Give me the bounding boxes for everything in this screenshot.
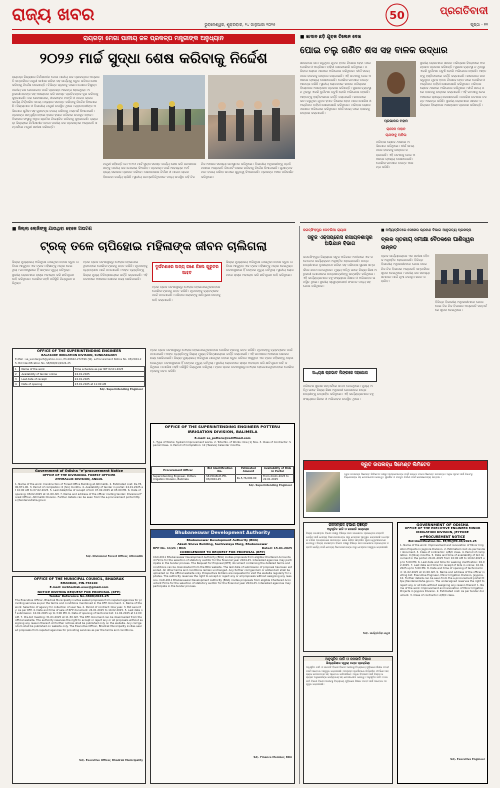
anniversary-number: 50 [389,9,405,22]
table-cell: Time schedule as per NIT 02.01.2025 [73,367,144,372]
ad-bda-banner [151,530,294,538]
table-header-cell: Availability of Bids in Portal [262,466,294,474]
br-kicker: ■ ଅନ୍ୟିତ୍ରିତରେ ସେକେର ଭ୍ରମଣ ବିଭାଗ ଆନୁଗତ୍ୟ ପ୍ରକଳ୍ପ [381,228,472,232]
ad-pot-title: OFFICE OF THE SUPERINTENDING ENGINEER POTTERU IRRIGATION DIVISION, BALIMELA [164,424,281,434]
br-photo [435,254,488,298]
mid-left-text: ଟ୍ରକ ଚାଳକ ଘଟଣାସ୍ଥଳରୁ ଫେରାର ହୋଇଯାଇଥିବାବେଳେ ପୋଲିସ ଟ୍ରକକୁ ଜବତ କରିଛି। ମୃତଦେହକୁ ବ୍ୟବଚ୍ଛେଦ ପାଇଁ ପଠାଯାଇଛି। ଆହତ ବ୍ୟକ୍ତିଙ୍କୁ ଜିଲ୍ଲା ମୁଖ୍ୟ ଚିକିତ୍ସାଳୟରେ ଭର୍ତ୍ତି କରାଯାଇଛି। ଏହି ଘଟଣାରେ ଅଞ୍ଚଳରେ ଶୋକର ଛାୟା ଖେଳିଯାଇଛି। ଜିଲ୍ଲା ମୁଖ୍ୟାଳୟ ଅଭିମୁଖେ ଯାଉଥିବା ବେଳେ ଦ୍ରୁତ ଗତିରେ ଆସୁଥିବା ଏକ ଟ୍ରକ ମହିଳାଙ୍କୁ ଧକ୍କା ଦେଇଥିଲା। ଘଟଣାସ୍ଥଳରେ ହିଁ ତାଙ୍କର ମୃତ୍ୟୁ ଘଟିଥିଲା। ସ୍ଥାନୀୟ ଲୋକମାନେ ରାସ୍ତା ଅବରୋଧ କରି କ୍ଷତିପୂରଣ ଦାବି କରିଥିଲେ। ପୋଲିସ ପହଞ୍ଚି ପରିସ୍ଥିତି ନିୟନ୍ତ୍ରଣ କରିଥିଲା। ଟ୍ରକ ଚାଳକ ଘଟଣାସ୍ଥଳରୁ ଫେରାର ହୋଇଯାଇଥିବାବେଳେ ପୋଲିସ ଟ୍ରକକୁ ଜବତ କରିଛି। [150,348,294,374]
ad-potteru-irrigation [150,423,295,525]
ad-sc-st [303,656,393,784]
table-cell: 2 [14,372,20,377]
ad-odia-body: ଜିଲ୍ଲା ଜଳସମ୍ପଦ ବିଭାଗ ପକ୍ଷରୁ ବିଭିନ୍ନ ଉଠା ଜଳସେଚନ ପ୍ରକଳ୍ପର ମରାମତି କାର୍ଯ୍ୟ ପାଇଁ ଯୋଗ୍ୟ ଠିକାଦାରମାନଙ୍କ ଠାରୁ ଟେଣ୍ଡର ଆହ୍ୱାନ କରାଯାଉଛି। ଟେଣ୍ଡର ଦଲିଲ ଅନଲାଇନରେ ଉପଲବ୍ଧ। ଶେଷ ତାରିଖ ସମ୍ପର୍କିତ ସୂଚନା ୱେବସାଇଟରେ ଦେଖନ୍ତୁ। ଜିଲ୍ଲା ଜଳସମ୍ପଦ ବିଭାଗ ପକ୍ଷରୁ ବିଭିନ୍ନ ଉଠା ଜଳସେଚନ ପ୍ରକଳ୍ପର ମରାମତି କାର୍ଯ୍ୟ ପାଇଁ ଯୋଗ୍ୟ ଠିକାଦାରମାନଙ୍କ ଠାରୁ ଟେଣ୍ଡର ଆହ୍ୱାନ କରାଯାଉଛି। [306,532,390,549]
mid-headline: ସବୁଜ ଏକ୍ସପ୍ରେସ ରସାୟନଶାସ୍ତ୍ର ଅଭିଯାନ ବିଭାଗ [307,235,373,247]
ad-pot-sub: E-mail: se_potteru@rediffmail.com [194,435,251,440]
lead-kicker-bar [12,34,295,44]
ad-odia-sub: ଅନୁସୂଚିତ ଜାତି ଓ ଜନଜାତି ଉନ୍ନୟନ [326,527,369,532]
paper-logo [410,5,488,19]
paper-name: ପ୍ରଗତିବାଦୀ [439,6,488,17]
br-headline-row [381,236,488,252]
ad-scst-sub: ଶିଖ୍ୟାଶିକ୍ଷକ ଦ୍ୱାରା ଚୟନ ପ୍ରକ୍ରିୟା [326,661,370,666]
ad-cement-text: ଦ୍ରୁତ ଉପଲବ୍ଧ ସିମେଣ୍ଟ ଲିମିଟେଡ ପକ୍ଷରୁ ଗ୍ରାହକମାନଙ୍କ ପାଇଁ ଉନ୍ନତ ମାନର ସିମେଣ୍ଟ ଉପଲବ୍ଧ। ଅଧିକ ସୂଚନା ପାଇଁ ନିକଟସ୍ଥ ବିକ୍ରେତାଙ୍କ ସହ ଯୋଗାଯୋଗ କରନ୍ତୁ। ସୁରକ୍ଷିତ ଓ ମଜବୁତ ନିର୍ମାଣ ପାଇଁ ଭରସାଯୋଗ୍ୟ ଉତ୍ପାଦ। [344,473,473,480]
right-bottom-rule [300,222,488,223]
ad-bda-body: CAD-2011 Bhubaneswar Development Authority (BDA) invites proposals from eligible Chartered Accountant Firms for the selection of statutory auditor for the financial year 2024-25. Interested agencies may participate in the tender process. The Request for Proposal (RFP) document containing the detailed terms and conditions can be downloaded from the BDA website. The last date of submission of proposal has been extended. All other terms and conditions remain unchanged. Any further corrigendum or addendum shall be uploaded on the official website only. Prospective bidders are requested to visit the website regularly for updates. The authority reserves the right to accept or reject any or all proposals without assigning any reasons. CAD-2011 Bhubaneswar Development Authority (BDA) invites proposals from eligible Chartered Accountant Firms for the selection of statutory auditor for the financial year 2024-25. Interested agencies may participate in the tender process. [153,555,292,589]
right-headline-box [300,43,488,59]
lead-headline-box [12,46,295,72]
left-box-column-1: ଜିଲ୍ଲା ମୁଖ୍ୟାଳୟ ଅଭିମୁଖେ ଯାଉଥିବା ବେଳେ ଦ୍ରୁତ ଗତିରେ ଆସୁଥିବା ଏକ ଟ୍ରକ ମହିଳାଙ୍କୁ ଧକ୍କା ଦେଇଥିଲା। ଘଟଣାସ୍ଥଳରେ ହିଁ ତାଙ୍କର ମୃତ୍ୟୁ ଘଟିଥିଲା। ସ୍ଥାନୀୟ ଲୋକମାନେ ରାସ୍ତା ଅବରୋଧ କରି କ୍ଷତିପୂରଣ ଦାବି କରିଥିଲେ। ପୋଲିସ ପହଞ୍ଚି ପରିସ୍ଥିତି ନିୟନ୍ତ୍ରଣ କରିଥିଲା। [12,260,79,286]
mid-kicker: ଜଗତ୍ସିଂହପୁର ଡେବରିଆ ରାୟାସ [303,228,347,232]
portrait-caption-3: ଚାନ୍ଦବାବୁ ଅନିଲ [385,133,407,137]
left-box-kicker-row [12,226,295,234]
table-row [14,382,145,387]
portrait-caption-1: ପ୍ରଭାକର ମହାନ [384,119,408,123]
lead-headline: ୨୦୨୬ ମାର୍ଚ୍ଚ ସୁଦ୍ଧା ଶେଷ କରିବାକୁ ନିର୍ଦ୍ଦେଶ [39,51,268,67]
left-box-column-3: ଟ୍ରକ ଚାଳକ ଘଟଣାସ୍ଥଳରୁ ଫେରାର ହୋଇଯାଇଥିବାବେଳେ ପୋଲିସ ଟ୍ରକକୁ ଜବତ କରିଛି। ମୃତଦେହକୁ ବ୍ୟବଚ୍ଛେଦ ପାଇଁ ପଠାଯାଇଛି। ପରିବାର ଲୋକଙ୍କୁ କ୍ଷତିପୂରଣ ଦେବାକୁ ଦାବି କରାଯାଇଛି। [152,285,221,302]
ad-bda [150,529,295,784]
left-box-column-2: ଟ୍ରକ ଚାଳକ ଘଟଣାସ୍ଥଳରୁ ଫେରାର ହୋଇଯାଇଥିବାବେଳେ ପୋଲିସ ଟ୍ରକକୁ ଜବତ କରିଛି। ମୃତଦେହକୁ ବ୍ୟବଚ୍ଛେଦ ପାଇଁ ପଠାଯାଇଛି। ଆହତ ବ୍ୟକ୍ତିଙ୍କୁ ଜିଲ୍ଲା ମୁଖ୍ୟ ଚିକିତ୍ସାଳୟରେ ଭର୍ତ୍ତି କରାଯାଇଛି। ଏହି ଘଟଣାରେ ଅଞ୍ଚଳରେ ଶୋକର ଛାୟା ଖେଳିଯାଇଛି। [83,260,148,281]
ad-se-title: OFFICE OF THE SUPERINTENDING ENGINEER [36,349,122,353]
br-headline: ବ୍ଲକ ସ୍ତରୀୟ ସମୀକ୍ଷା ବୈଠକରେ ପାଣିସ୍ୱର ଉନ୍ନତ [381,237,474,251]
left-box-headline-row [12,235,295,257]
table-cell: Last date of receipt [20,377,73,382]
left-box-sub: ଦୁର୍ଘଟଣାରେ ଅନ୍ୟ ଜଣେ କିଲେ ଗୁରୁତର ଆହତ [155,264,219,275]
lead-column-1: ରାୟଗଡ଼ା ଜିଲ୍ଲାରେ ନିର୍ମାଣାଧୀନ ମେଗା ପାନୀୟ ଜଳ ପ୍ରକଳ୍ପର ଅଗ୍ରଗତି ସମ୍ପର୍କରେ ମନ୍ତ୍ରୀ ସମୀକ୍ଷା କରିବା ସହ କାର୍ଯ୍ୟକୁ ଦ୍ରୁତ ଗତିରେ ଶେଷ କରିବାକୁ ନିର୍ଦ୍ଦେଶ ଦେଇଛନ୍ତି। ବିଭିନ୍ନ ଗ୍ରାମକୁ ପାଇପ ଯୋଗେ ବିଶୁଦ୍ଧ ପାନୀୟ ଜଳ ଯୋଗାଇବା ପାଇଁ ପ୍ରକଳ୍ପ ଆରମ୍ଭ ହୋଇଥିଲା। ଅଧିକାରୀମାନଙ୍କ ସହ ଆଲୋଚନା କରି ସମସ୍ତ ପ୍ରତିବନ୍ଧକ ଦୂର କରିବାକୁ କୁହାଯାଇଛି। ଜଳ ଶୋଧନାଗାର, ଓଭରହେଡ ଟାଙ୍କି ଓ ପାଇପ ଲାଇନ କାର୍ଯ୍ୟ ନିର୍ଦ୍ଧାରିତ ସମୟ ମଧ୍ୟରେ ସମାପ୍ତ କରିବାକୁ ନିର୍ଦ୍ଦେଶ ଦିଆଯାଇଛି। ଜିଲ୍ଲାପାଳ ଓ ବିଭାଗୀୟ ଯନ୍ତ୍ରୀ ଉପସ୍ଥିତ ଥିଲେ। ଗ୍ରାମବାସୀଙ୍କ ଅଭିଯୋଗ ଶୁଣିବା ସହ ଗୁଣବତ୍ତା ବଜାୟ ରଖିବାକୁ ପରାମର୍ଶ ଦିଆଯାଇଛି। ପ୍ରକଳ୍ପ ସମ୍ପୂର୍ଣ୍ଣ ହେଲେ ହଜାର ହଜାର ପରିବାର ଉପକୃତ ହେବେ। ଠିକାଦାର ସଂସ୍ଥାକୁ ଅଧିକ ଶ୍ରମିକ ନିୟୋଜିତ କରିବାକୁ କୁହାଯାଇଛି। ରାୟଗଡ଼ା ଜିଲ୍ଲାରେ ନିର୍ମାଣାଧୀନ ମେଗା ପାନୀୟ ଜଳ ପ୍ରକଳ୍ପର ଅଗ୍ରଗତି ସମ୍ପର୍କରେ ମନ୍ତ୍ରୀ ସମୀକ୍ଷା କରିଛନ୍ତି। [12,75,100,130]
ad-bda-title: Bhubaneswar Development Authority [174,531,271,536]
table-cell: Name of the work [20,367,73,372]
ad-bda-notice: CORRIGENDUM TO REQUEST FOR PROPOSAL (RFP) [179,550,266,555]
ad-mi-notice: e-PROCUREMENT NOTICE [419,534,466,539]
table-cell: 4 [14,382,20,387]
section-title: ରାଜ୍ୟ ଖବର [12,5,95,25]
ad-se-table [13,366,145,387]
table-cell: Rs.5,76,000.00 [235,474,261,482]
right-column-3: ସ୍ଥାନୀୟ ଲୋକମାନେ ଖାଦାନ ପରିଚାଳନା ବିରୋଧରେ ଅସନ୍ତୋଷ ପ୍ରକାଶ କରିଛନ୍ତି। ସୁରକ୍ଷା ବ୍ୟବସ୍ଥା ନ ଥିବାରୁ ଏଭଳି ଦୁର୍ଘଟଣା ଘଟୁଛି ବୋଲି ଅଭିଯୋଗ ହେଉଛି। ଆହତଙ୍କୁ ହସ୍ପିଟାଲରେ ଭର୍ତ୍ତି କରାଯାଇଛି। ଖାଦାନରେ କାମ କରୁଥିବା ଯୁବକ ହଠାତ ନିଖୋଜ ହେବା ପରେ ପୋଲିସ ଓ ଅଗ୍ନିଶମ ବାହିନୀ ଖୋଜାଖୋଜି କରିଥିଲେ। ପରିବାର ଲୋକେ ଥାନାରେ ଅଭିଯୋଗ କରିଥିଲେ। ଦୀର୍ଘ ସମୟ ପରେ ବାଳକକୁ ଉଦ୍ଧାର କରାଯାଇଛି। ଏହି ଘଟଣାକୁ ନେଇ ଅଞ୍ଚଳରେ ଚାଞ୍ଚଲ୍ୟ ଦେଖାଦେଇଛି। ପୋଲିସ ଘଟଣାର ତଦନ୍ତ ଆରମ୍ଭ କରିଛି। ସ୍ଥାନୀୟ ଲୋକମାନେ ଖାଦାନ ପରିଚାଳନା ବିରୋଧରେ ଅସନ୍ତୋଷ ପ୍ରକାଶ କରିଛନ୍ତି। [420,61,487,108]
ad-mi-footer: Sd/- Executive Engineer [450,758,485,762]
ad-dfo-title: Government of Odisha "e"procurement Notice [13,469,145,473]
right-kicker-box [300,34,488,42]
ad-mi-body: 1. Name of the work: Improvement and renovation of Minor Irrigation Projects in Jeypore Division. 2. Estimated cost: As per tender document. 3. Class of contractor: A/B/C class. 4. Period of completion: 9 (Nine) months. 5. Date and time of availability of bid document in the portal: 24.01.2025 from 10:00 AM to 10.02.2025 up to 5:00 PM. 6. Last date and time for seeking clarification: 04.02.2025. 7. Last date and time for receipt of bids in online: 10.02.2025 up to 5:00 PM. 8. Date and time of opening of technical bid: 11.02.2025 at 11:00 AM. 9. Name and address of the officer inviting bid: Executive Engineer, Minor Irrigation Division, Jeypore. 10. Further details can be seen from the e-procurement portal https://tendersodisha.gov.in. The undersigned reserves the right to reject any or all bids without assigning any reason thereof. 1. Name of the work: Improvement and renovation of Minor Irrigation Projects in Jeypore Division. 2. Estimated cost: As per tender document. 3. Class of contractor: A/B/C class. [400,544,485,597]
ad-minor-irrigation [397,522,488,784]
table-cell: 23.01.2025 at 11:00 AM [73,382,144,387]
ad-odia-notice [303,522,393,652]
ad-dfo-sub2: ATHMALLIK DIVISION, ANGUL [55,477,103,482]
mid-sub-box [303,368,377,382]
ad-bda-footer: Sd/- Finance Member, BDA [253,755,292,759]
masthead-rule [12,29,488,30]
table-row [152,474,294,482]
anniversary-logo [385,3,409,27]
ad-dfo-body: 1. Name of the work: Construction of Forest Office Building at Athmallik. 2. Estimated cost: Rs.78,90,871.00. 3. Period of completion: 6 (Six) months. 4. Availability of tender in portal: 24.01.2025 at 10:00 AM to 07.02.2025. 5. Last date/time of receipt of bid: 07.02.2025 at 05:00 PM. 6. Date of opening: 08.02.2025 at 11:00 AM. 7. Name and address of the officer inviting tender: Divisional Forest Officer, Athmallik Division. Further details can be seen from the e-procurement portal https://tendersodisha.gov.in [15,482,143,503]
ad-se-body: E-Mail : se_sundargarh@yahoo.co.in, Ph-06622-272396 (W). e-Procurement Notice No. 03/2024-25. Bid Identification No. SE/IRR/01/2024-25 [15,358,142,365]
lead-kicker: ରାୟଗଡ଼ା ମେଗା ପାନୀୟ ଜଳ ପ୍ରକଳ୍ପ ମନ୍ତ୍ରୀଙ୍କ ଅନୁଧ୍ୟାନ [83,35,224,42]
portrait-photo [376,61,416,117]
table-header-cell: Estimated Amount [235,466,261,474]
ad-pot-footer: Sd/- Superintending Engineer [248,483,292,487]
right-headline: ପୋଇ ଚଲୁ ଗଣିତ ଶସ ସହ ବାଳକ ଉଦ୍ଧାର [300,46,448,56]
table-cell: 3 [14,377,20,382]
ad-bda-sub2: Akash Shova Building, Sachivalaya Marg, Bhubaneswar [177,542,268,547]
ad-mc-sub: BHADRAK, PIN-756100 [60,581,98,586]
ad-se-footer: Sd/- Superintending Engineer [99,388,143,391]
ad-superintending-engineer-left [12,348,146,464]
table-header-cell: Bid Identification No. [205,466,236,474]
ad-pot-table [151,466,294,483]
ad-municipal-council [12,576,146,784]
mid-column-text-2: ପରିବେଶ ସୁରକ୍ଷା ସମ୍ପର୍କରେ ଶପଥ ନେଇଥିଲେ। ମୁଖ୍ୟ ଅତିଥି ଭାବେ ଜିଲ୍ଲା ଶିକ୍ଷା ଅଧିକାରୀ ଯୋଗଦେଇ ଛାତ୍ରଛାତ୍ରୀଙ୍କୁ ଉତ୍ସାହିତ କରିଥିଲେ। ଏହି କାର୍ଯ୍ୟକ୍ରମରେ ବହୁ ସଂଖ୍ୟାରେ ଶିକ୍ଷକ ଓ ଅଭିଭାବକ ଉପସ୍ଥିତ ଥିଲେ। [303,384,374,401]
table-cell: SE-PID-BLM-IFB-03/2024-25 [205,474,236,482]
table-cell: 1 [14,367,20,372]
table-header-cell: Procurement Officer [152,466,205,474]
ad-mc-title: OFFICE OF THE MUNICIPAL COUNCIL, BHADRAK [34,577,124,581]
ad-mc-rfp: Tender Reference No.4808/2024-25 [49,593,109,598]
table-header-row [152,466,294,474]
ad-dfo-sub: OFFICE OF THE DIVISIONAL FOREST OFFICER [42,473,116,478]
right-column-2: ପରିବାର ଲୋକେ ଥାନାରେ ଅଭିଯୋଗ କରିଥିଲେ। ଦୀର୍ଘ ସମୟ ପରେ ବାଳକକୁ ଉଦ୍ଧାର କରାଯାଇଛି। ଏହି ଘଟଣାକୁ ନେଇ ଅଞ୍ଚଳରେ ଚାଞ୍ଚଲ୍ୟ ଦେଖାଦେଇଛି। ପୋଲିସ ଘଟଣାର ତଦନ୍ତ ଆରମ୍ଭ କରିଛି। [376,140,416,170]
table-cell: 22.01.2025 [73,377,144,382]
br-column-2: ବିଭିନ୍ନ ବିଭାଗୀୟ ଅଧିକାରୀମାନେ ଯୋଗ ଦେଇ ନିଜ ନିଜ ବିଭାଗର ଅଗ୍ରଗତି ସମ୍ପର୍କରେ ସୂଚନା ଦେଇଥିଲେ। [435,300,487,313]
table-cell: From 24.01.2025 to 22.01.2025 [262,474,294,482]
ad-bda-dated: Dated: 15.01.2025 [261,546,292,551]
ad-cement [303,460,488,518]
ad-cement-body [304,470,487,518]
ad-odia-footer: Sd/- କାର୍ଯ୍ୟନିର୍ବାହୀ ଯନ୍ତ୍ରୀ [363,632,390,636]
lead-column-2: ମନ୍ତ୍ରୀ କହିଛନ୍ତି ଯେ ୨୦୨୬ ମାର୍ଚ୍ଚ ସୁଦ୍ଧା ସମସ୍ତ କାର୍ଯ୍ୟ ଶେଷ କରି ଜନସାଧାରଣଙ୍କୁ ପାନୀୟ ଜଳ ଯୋଗାଇ ଦିଆଯିବ। ପ୍ରକଳ୍ପ ପାଇଁ ଆବଶ୍ୟକ ଅର୍ଥ ରାଜ୍ୟ ସରକାର ପ୍ରଦାନ କରିବେ। ଶୋଧନାଗାର ନିର୍ମାଣ ଓ ପାଇପ ଲାଇନ ବିଛାଇବା କାର୍ଯ୍ୟ ଚାଲିଛି। ସ୍ଥାନୀୟ ଜନପ୍ରତିନିଧିମାନେ ମଧ୍ୟ ଉପସ୍ଥିତ ରହି ନିଜ ନିଜ ଅଞ୍ଚଳର ସମସ୍ୟା ଉପସ୍ଥାପନ କରିଥିଲେ। ବିଭାଗୀୟ ଅଧିକାରୀଙ୍କୁ ପ୍ରତି ମାସରେ ଅଗ୍ରଗତି ରିପୋର୍ଟ ଦାଖଲ କରିବାକୁ ନିର୍ଦ୍ଦେଶ ଦିଆଯାଇଛି। ଗୁଣାତ୍ମକ ମାନ ବଜାୟ ରଖିବା ଉପରେ ଗୁରୁତ୍ୱ ଦିଆଯାଇଛି। ପ୍ରକଳ୍ପ ଅଞ୍ଚଳ ପରିଦର୍ଶନ କରିଥିଲେ। [103,162,294,179]
ad-se-sub: BALASORE IRRIGATION DIVISION, SUNDARGARH [41,353,117,358]
left-box-kicker: ■ ଜିଲ୍ଲା ଲୋଜିଙ୍କୁ ଯାଉଥିବା ବେଳେ ଅଘଟଣ [12,227,92,232]
right-column-1: ଖାଦାନରେ କାମ କରୁଥିବା ଯୁବକ ହଠାତ ନିଖୋଜ ହେବା ପରେ ପୋଲିସ ଓ ଅଗ୍ନିଶମ ବାହିନୀ ଖୋଜାଖୋଜି କରିଥିଲେ। ପରିବାର ଲୋକେ ଥାନାରେ ଅଭିଯୋଗ କରିଥିଲେ। ଦୀର୍ଘ ସମୟ ପରେ ବାଳକକୁ ଉଦ୍ଧାର କରାଯାଇଛି। ଏହି ଘଟଣାକୁ ନେଇ ଅଞ୍ଚଳରେ ଚାଞ୍ଚଲ୍ୟ ଦେଖାଦେଇଛି। ପୋଲିସ ଘଟଣାର ତଦନ୍ତ ଆରମ୍ଭ କରିଛି। ସ୍ଥାନୀୟ ଲୋକମାନେ ଖାଦାନ ପରିଚାଳନା ବିରୋଧରେ ଅସନ୍ତୋଷ ପ୍ରକାଶ କରିଛନ୍ତି। ସୁରକ୍ଷା ବ୍ୟବସ୍ଥା ନ ଥିବାରୁ ଏଭଳି ଦୁର୍ଘଟଣା ଘଟୁଛି ବୋଲି ଅଭିଯୋଗ ହେଉଛି। ଆହତଙ୍କୁ ହସ୍ପିଟାଲରେ ଭର୍ତ୍ତି କରାଯାଇଛି। ଖାଦାନରେ କାମ କରୁଥିବା ଯୁବକ ହଠାତ ନିଖୋଜ ହେବା ପରେ ପୋଲିସ ଓ ଅଗ୍ନିଶମ ବାହିନୀ ଖୋଜାଖୋଜି କରିଥିଲେ। ପରିବାର ଲୋକେ ଥାନାରେ ଅଭିଯୋଗ କରିଥିଲେ। ଦୀର୍ଘ ସମୟ ପରେ ବାଳକକୁ ଉଦ୍ଧାର କରାଯାଇଛି। [300,61,372,116]
portrait-caption-2: ରାଜେନ ମହାନ [386,127,406,131]
ad-cement-image [306,472,340,512]
br-kicker-row [381,226,488,234]
table-cell: 24.01.2025 [73,372,144,377]
ad-mc-notice: NOTICE INVITING REQUEST FOR PROPOSAL (RFP) [37,589,121,594]
ad-mi-ref: Bid Identification No. EE/MI/JPR-06/2024-25 [408,539,477,543]
mid-sub: ଅଧ୍ୟକ୍ଷ ପ୍ରଭାତ ଲିଙ୍କରେ ସହଯୋଗ [312,370,368,375]
column-divider [299,226,300,784]
ad-scst-body: ଅନୁସୂଚିତ ଜାତି ଓ ଜନଜାତି ବିକାଶ ବିଭାଗ ଅଧୀନସ୍ଥ ବିଦ୍ୟାଳୟ ଗୁଡ଼ିକରେ ଶିକ୍ଷକ ପଦବୀ ପାଇଁ ଆବେଦନ ଆହ୍ୱାନ କରାଯାଉଛି। ଆଗ୍ରହୀ ପ୍ରାର୍ଥୀମାନେ ନିର୍ଦ୍ଧାରିତ ଫର୍ମରେ ଆବଶ୍ୟକ କାଗଜପତ୍ର ସହ ଆବେଦନ କରିପାରିବେ। ଅଧିକ ବିବରଣୀ ପାଇଁ ଜିଲ୍ଲା କଲ୍ୟାଣ ଅଧିକାରୀଙ୍କ କାର୍ଯ୍ୟାଳୟ ସହ ଯୋଗାଯୋଗ କରନ୍ତୁ। ଅନୁସୂଚିତ ଜାତି ଓ ଜନଜାତି ବିକାଶ ବିଭାଗ ଅଧୀନସ୍ଥ ବିଦ୍ୟାଳୟ ଗୁଡ଼ିକରେ ଶିକ୍ଷକ ପଦବୀ ପାଇଁ ଆବେଦନ ଆହ୍ୱାନ କରାଯାଉଛି। [306,666,390,686]
ad-mc-footer: Sd/- Executive Officer, Bhadrak Municipality [79,759,143,763]
left-box-sub-box [152,262,222,282]
ad-mi-sub: OFFICE OF THE EXECUTIVE ENGINEER MINOR IRRIGATION DIVISION, JEYPORE [404,526,481,534]
mid-left-story [150,348,295,420]
ad-dfo-footer: Sd/- Divisional Forest Officer, Athmallik [85,554,143,558]
ad-mc-sub2: E-mail: mcbhadrak.exec@gmail.com [49,585,109,590]
lead-bottom-rule [12,222,295,223]
br-column-1: ବ୍ଲକ କାର୍ଯ୍ୟାଳୟରେ ଏକ ସମୀକ୍ଷା ବୈଠକ ଅନୁଷ୍ଠିତ ହୋଇଯାଇଛି। ବିଭିନ୍ନ ବିଭାଗୀୟ ଅଧିକାରୀମାନେ ଯୋଗ ଦେଇ ନିଜ ନିଜ ବିଭାଗର ଅଗ୍ରଗତି ସମ୍ପର୍କରେ ସୂଚନା ଦେଇଥିଲେ। ପାନୀୟ ଜଳ ସମସ୍ୟା ସମାଧାନ ପାଇଁ ନୂଆ ନଳକୂପ ଖନନ କରାଯିବ। [381,254,430,284]
ad-mc-body: The Executive Officer, Bhadrak Municipality invites sealed proposals from reputed agencies for providing services as per the terms and conditions mentioned in the RFP document. 1. Name of the work: Selection of agency for collection of user fee. 2. Period of contract: One year. 3. Bid security: As per RFP. 4. Date and time of sale of RFP document: 24.01.2025 to 10.02.2025. 5. Last date of submission: 10.02.2025 up to 3:00 PM. 6. Date of opening of technical bid: 11.02.2025 at 11:00 AM. 7. Pre-bid meeting: 31.01.2025 at 11:30 AM. The RFP document can be downloaded from the official website. The authority reserves the right to accept or reject any or all proposals without assigning any reason thereof. All further notices shall be published only on the website. Any corrigendum shall be published on website only. The Executive Officer, Bhadrak Municipality invites sealed proposals from reputed agencies for providing services as per the terms and conditions. [15,599,143,632]
ad-bda-rfp: RFP No. 11/21 / BDA [153,546,186,551]
mid-column-text: ଜଗତସିଂହପୁର ଜିଲ୍ଲାରେ ସବୁଜ ଅଭିଯାନ ଅଧୀନରେ ଏକ ସଚେତନତା କାର୍ଯ୍ୟକ୍ରମ ଅନୁଷ୍ଠିତ ହୋଇଯାଇଛି। ଛାତ୍ରଛାତ୍ରୀମାନେ ବୃକ୍ଷରୋପଣ କରିବା ସହ ପରିବେଶ ସୁରକ୍ଷା ସମ୍ପର୍କରେ ଶପଥ ନେଇଥିଲେ। ମୁଖ୍ୟ ଅତିଥି ଭାବେ ଜିଲ୍ଲା ଶିକ୍ଷା ଅଧିକାରୀ ଯୋଗଦେଇ ଛାତ୍ରଛାତ୍ରୀଙ୍କୁ ଉତ୍ସାହିତ କରିଥିଲେ। ଏହି କାର୍ଯ୍ୟକ୍ରମରେ ବହୁ ସଂଖ୍ୟାରେ ଶିକ୍ଷକ ଓ ଅଭିଭାବକ ଉପସ୍ଥିତ ଥିଲେ। ସ୍ଥାନୀୟ ସ୍ୱେଚ୍ଛାସେବୀ ସଂଗଠନ ମଧ୍ୟ ସହଯୋଗ କରିଥିଲେ। [303,255,377,289]
dateline: ଭୁବନେଶ୍ୱର, ଶୁକ୍ରବାର, ୨୪ ଜାନୁଆରୀ ୨୦୨୫ [204,22,276,27]
ad-bda-sub: Bhubaneswar Development Authority (BDA) [186,538,259,542]
mid-kicker-row [303,226,377,234]
table-cell: Superintending Engineer, Potteru Irrigation Division, Balimela [152,474,205,482]
mid-headline-row [303,235,377,253]
left-box-headline: ଟ୍ରକ୍ ତଳେ ଚାପିହୋଇ ମହିଳାଙ୍କ ଜୀବନ ଚାଲିଗଲା [40,239,267,253]
left-box-column-4: ଜିଲ୍ଲା ମୁଖ୍ୟାଳୟ ଅଭିମୁଖେ ଯାଉଥିବା ବେଳେ ଦ୍ରୁତ ଗତିରେ ଆସୁଥିବା ଏକ ଟ୍ରକ ମହିଳାଙ୍କୁ ଧକ୍କା ଦେଇଥିଲା। ଘଟଣାସ୍ଥଳରେ ହିଁ ତାଙ୍କର ମୃତ୍ୟୁ ଘଟିଥିଲା। ସ୍ଥାନୀୟ ଲୋକମାନେ ରାସ୍ତା ଅବରୋଧ କରି କ୍ଷତିପୂରଣ ଦାବି କରିଥିଲେ। [226,260,294,277]
ad-odia-title: ଜଳସମ୍ପଦ ବିଭାଗ ବିଜ୍ଞପ୍ତି [328,522,368,527]
ad-cement-banner [304,461,487,470]
table-cell: Availability of tender online [20,372,73,377]
table-cell: Date of opening [20,382,73,387]
page-number: ପୃଷ୍ଠା - ୧୨ [470,22,488,27]
lead-photo [103,75,205,159]
ad-cement-title: ଦ୍ରୁତ ଉପଲବ୍ଧ ସିମେଣ୍ଟ ଲିମିଟେଡ [360,462,431,468]
right-kicker: ■ ଖାଦାନ ଛଡ଼ି ଯୁବକ ଚିଲେନ ଦେଖ [300,35,362,40]
ad-pot-body: 1. Type of Works: System Improvement works. 2. Total No. of Works: One (1) Nos. 3. Class of Contractor: Special Class. 4. Period of Completion: 12 (Twelve) Calendar months. [153,440,291,448]
ad-mi-title: GOVERNMENT OF ODISHA [416,523,469,527]
lead-photo-2 [208,75,295,159]
ad-scst-title: ଅନୁସୂଚିତ ଜାତି ଓ ଜନଜାତି ବିକାଶ [304,657,392,661]
ad-govt-dfo [12,468,146,572]
